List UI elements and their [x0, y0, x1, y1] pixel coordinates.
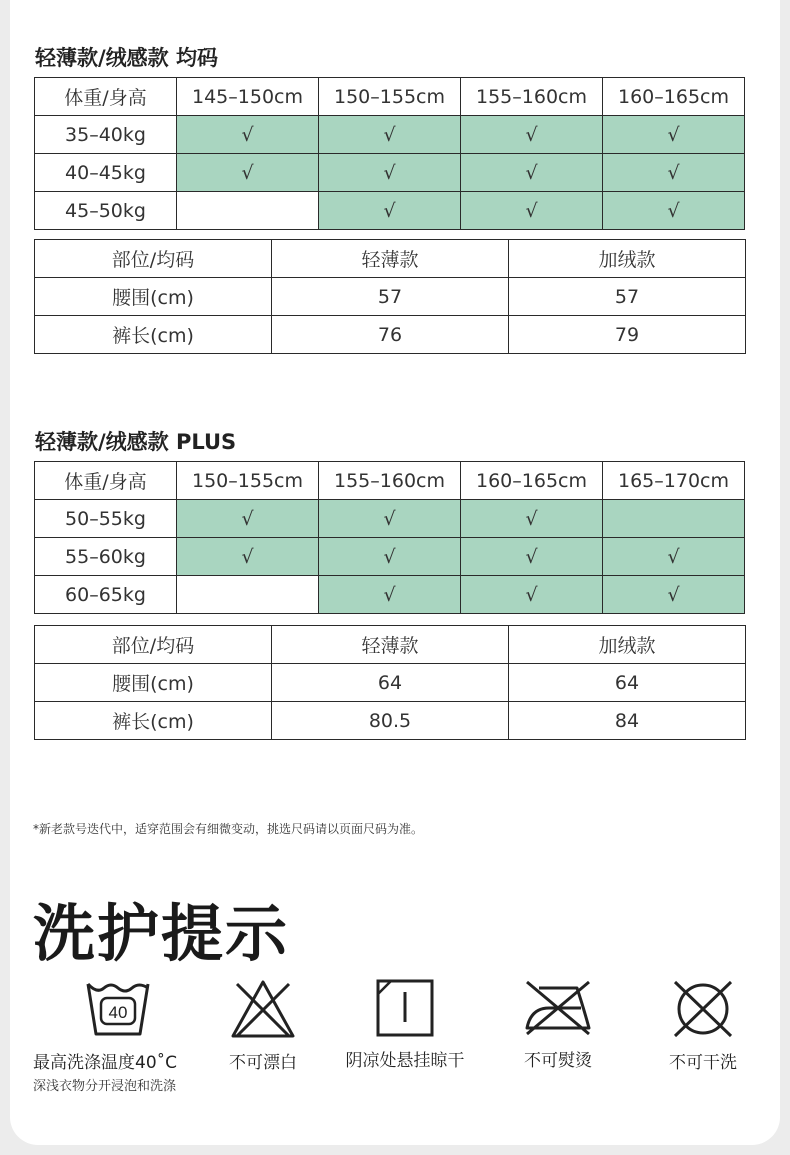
no-bleach-icon [218, 978, 308, 1040]
fit-cell: √ [177, 154, 319, 192]
care-label: 阴凉处悬挂晾干 [345, 1051, 465, 1071]
table-row [35, 500, 745, 538]
fit-cell: √ [319, 500, 461, 538]
care-item-wash [33, 978, 203, 1094]
row-label: 腰围(cm) [35, 278, 272, 316]
fit-cell: √ [319, 576, 461, 614]
table-header-cell: 体重/身高 [35, 78, 177, 116]
fit-cell: √ [461, 116, 603, 154]
fit-cell: √ [177, 500, 319, 538]
fit-cell: √ [177, 538, 319, 576]
table-header-row [35, 78, 745, 116]
row-label: 35–40kg [35, 116, 177, 154]
value-cell: 79 [509, 316, 746, 354]
row-label: 55–60kg [35, 538, 177, 576]
row-label: 40–45kg [35, 154, 177, 192]
care-label: 不可干洗 [669, 1053, 737, 1073]
value-cell: 57 [272, 278, 509, 316]
fit-cell: √ [461, 192, 603, 230]
section-title: 轻薄款/绒感款 PLUS [35, 430, 237, 454]
table-row [35, 576, 745, 614]
care-label: 不可漂白 [229, 1053, 297, 1073]
care-item-dry [335, 978, 475, 1071]
table-header-cell: 轻薄款 [272, 240, 509, 278]
table-header-cell: 150–155cm [177, 462, 319, 500]
table-header-cell: 155–160cm [461, 78, 603, 116]
value-cell: 84 [509, 702, 746, 740]
row-label: 45–50kg [35, 192, 177, 230]
fit-cell: √ [603, 538, 745, 576]
wash-temperature-badge: 40 [108, 1003, 128, 1022]
fit-cell: √ [603, 154, 745, 192]
fit-cell: √ [177, 116, 319, 154]
fit-cell: √ [461, 500, 603, 538]
care-label: 不可熨烫 [524, 1051, 592, 1071]
care-item-bleach [218, 978, 308, 1073]
care-item-iron [508, 978, 608, 1071]
shade-dry-icon [335, 978, 475, 1038]
fit-cell [603, 500, 745, 538]
care-sub-label: 深浅衣物分开浸泡和洗涤 [33, 1079, 177, 1094]
fit-cell: √ [603, 192, 745, 230]
value-cell: 80.5 [272, 702, 509, 740]
value-cell: 76 [272, 316, 509, 354]
table-header-cell: 加绒款 [509, 240, 746, 278]
fit-cell: √ [319, 192, 461, 230]
fit-cell: √ [319, 538, 461, 576]
table-row [35, 278, 746, 316]
table-row [35, 702, 746, 740]
table-row [35, 192, 745, 230]
row-label: 裤长(cm) [35, 702, 272, 740]
table-header-cell: 部位/均码 [35, 240, 272, 278]
wash-40-icon [33, 978, 203, 1040]
table-header-cell: 155–160cm [319, 462, 461, 500]
fit-cell: √ [461, 576, 603, 614]
care-title: 洗护提示 [33, 897, 290, 970]
table-header-cell: 部位/均码 [35, 626, 272, 664]
size-table [34, 77, 745, 230]
table-row [35, 538, 745, 576]
measure-table [34, 625, 746, 740]
empty-cell [177, 192, 319, 230]
table-header-cell: 150–155cm [319, 78, 461, 116]
table-row [35, 116, 745, 154]
table-row [35, 664, 746, 702]
care-item-dryclean [655, 978, 751, 1073]
value-cell: 64 [272, 664, 509, 702]
row-label: 50–55kg [35, 500, 177, 538]
table-header-row [35, 626, 746, 664]
table-header-cell: 160–165cm [461, 462, 603, 500]
table-row [35, 316, 746, 354]
table-header-cell: 165–170cm [603, 462, 745, 500]
value-cell: 57 [509, 278, 746, 316]
empty-cell [177, 576, 319, 614]
fit-cell: √ [319, 154, 461, 192]
no-iron-icon [508, 978, 608, 1038]
table-header-row [35, 240, 746, 278]
care-label: 最高洗涤温度40˚C [33, 1053, 178, 1073]
value-cell: 64 [509, 664, 746, 702]
table-header-cell: 体重/身高 [35, 462, 177, 500]
fit-cell: √ [461, 538, 603, 576]
fit-cell: √ [603, 116, 745, 154]
size-table [34, 461, 745, 614]
row-label: 60–65kg [35, 576, 177, 614]
section-title: 轻薄款/绒感款 均码 [35, 46, 218, 70]
table-header-cell: 145–150cm [177, 78, 319, 116]
fit-cell: √ [461, 154, 603, 192]
size-note: *新老款号迭代中，适穿范围会有细微变动，挑选尺码请以页面尺码为准。 [33, 822, 424, 836]
fit-cell: √ [319, 116, 461, 154]
table-header-cell: 轻薄款 [272, 626, 509, 664]
table-row [35, 154, 745, 192]
fit-cell: √ [603, 576, 745, 614]
measure-table [34, 239, 746, 354]
table-header-cell: 160–165cm [603, 78, 745, 116]
no-dryclean-icon [655, 978, 751, 1040]
table-header-cell: 加绒款 [509, 626, 746, 664]
table-header-row [35, 462, 745, 500]
row-label: 腰围(cm) [35, 664, 272, 702]
row-label: 裤长(cm) [35, 316, 272, 354]
